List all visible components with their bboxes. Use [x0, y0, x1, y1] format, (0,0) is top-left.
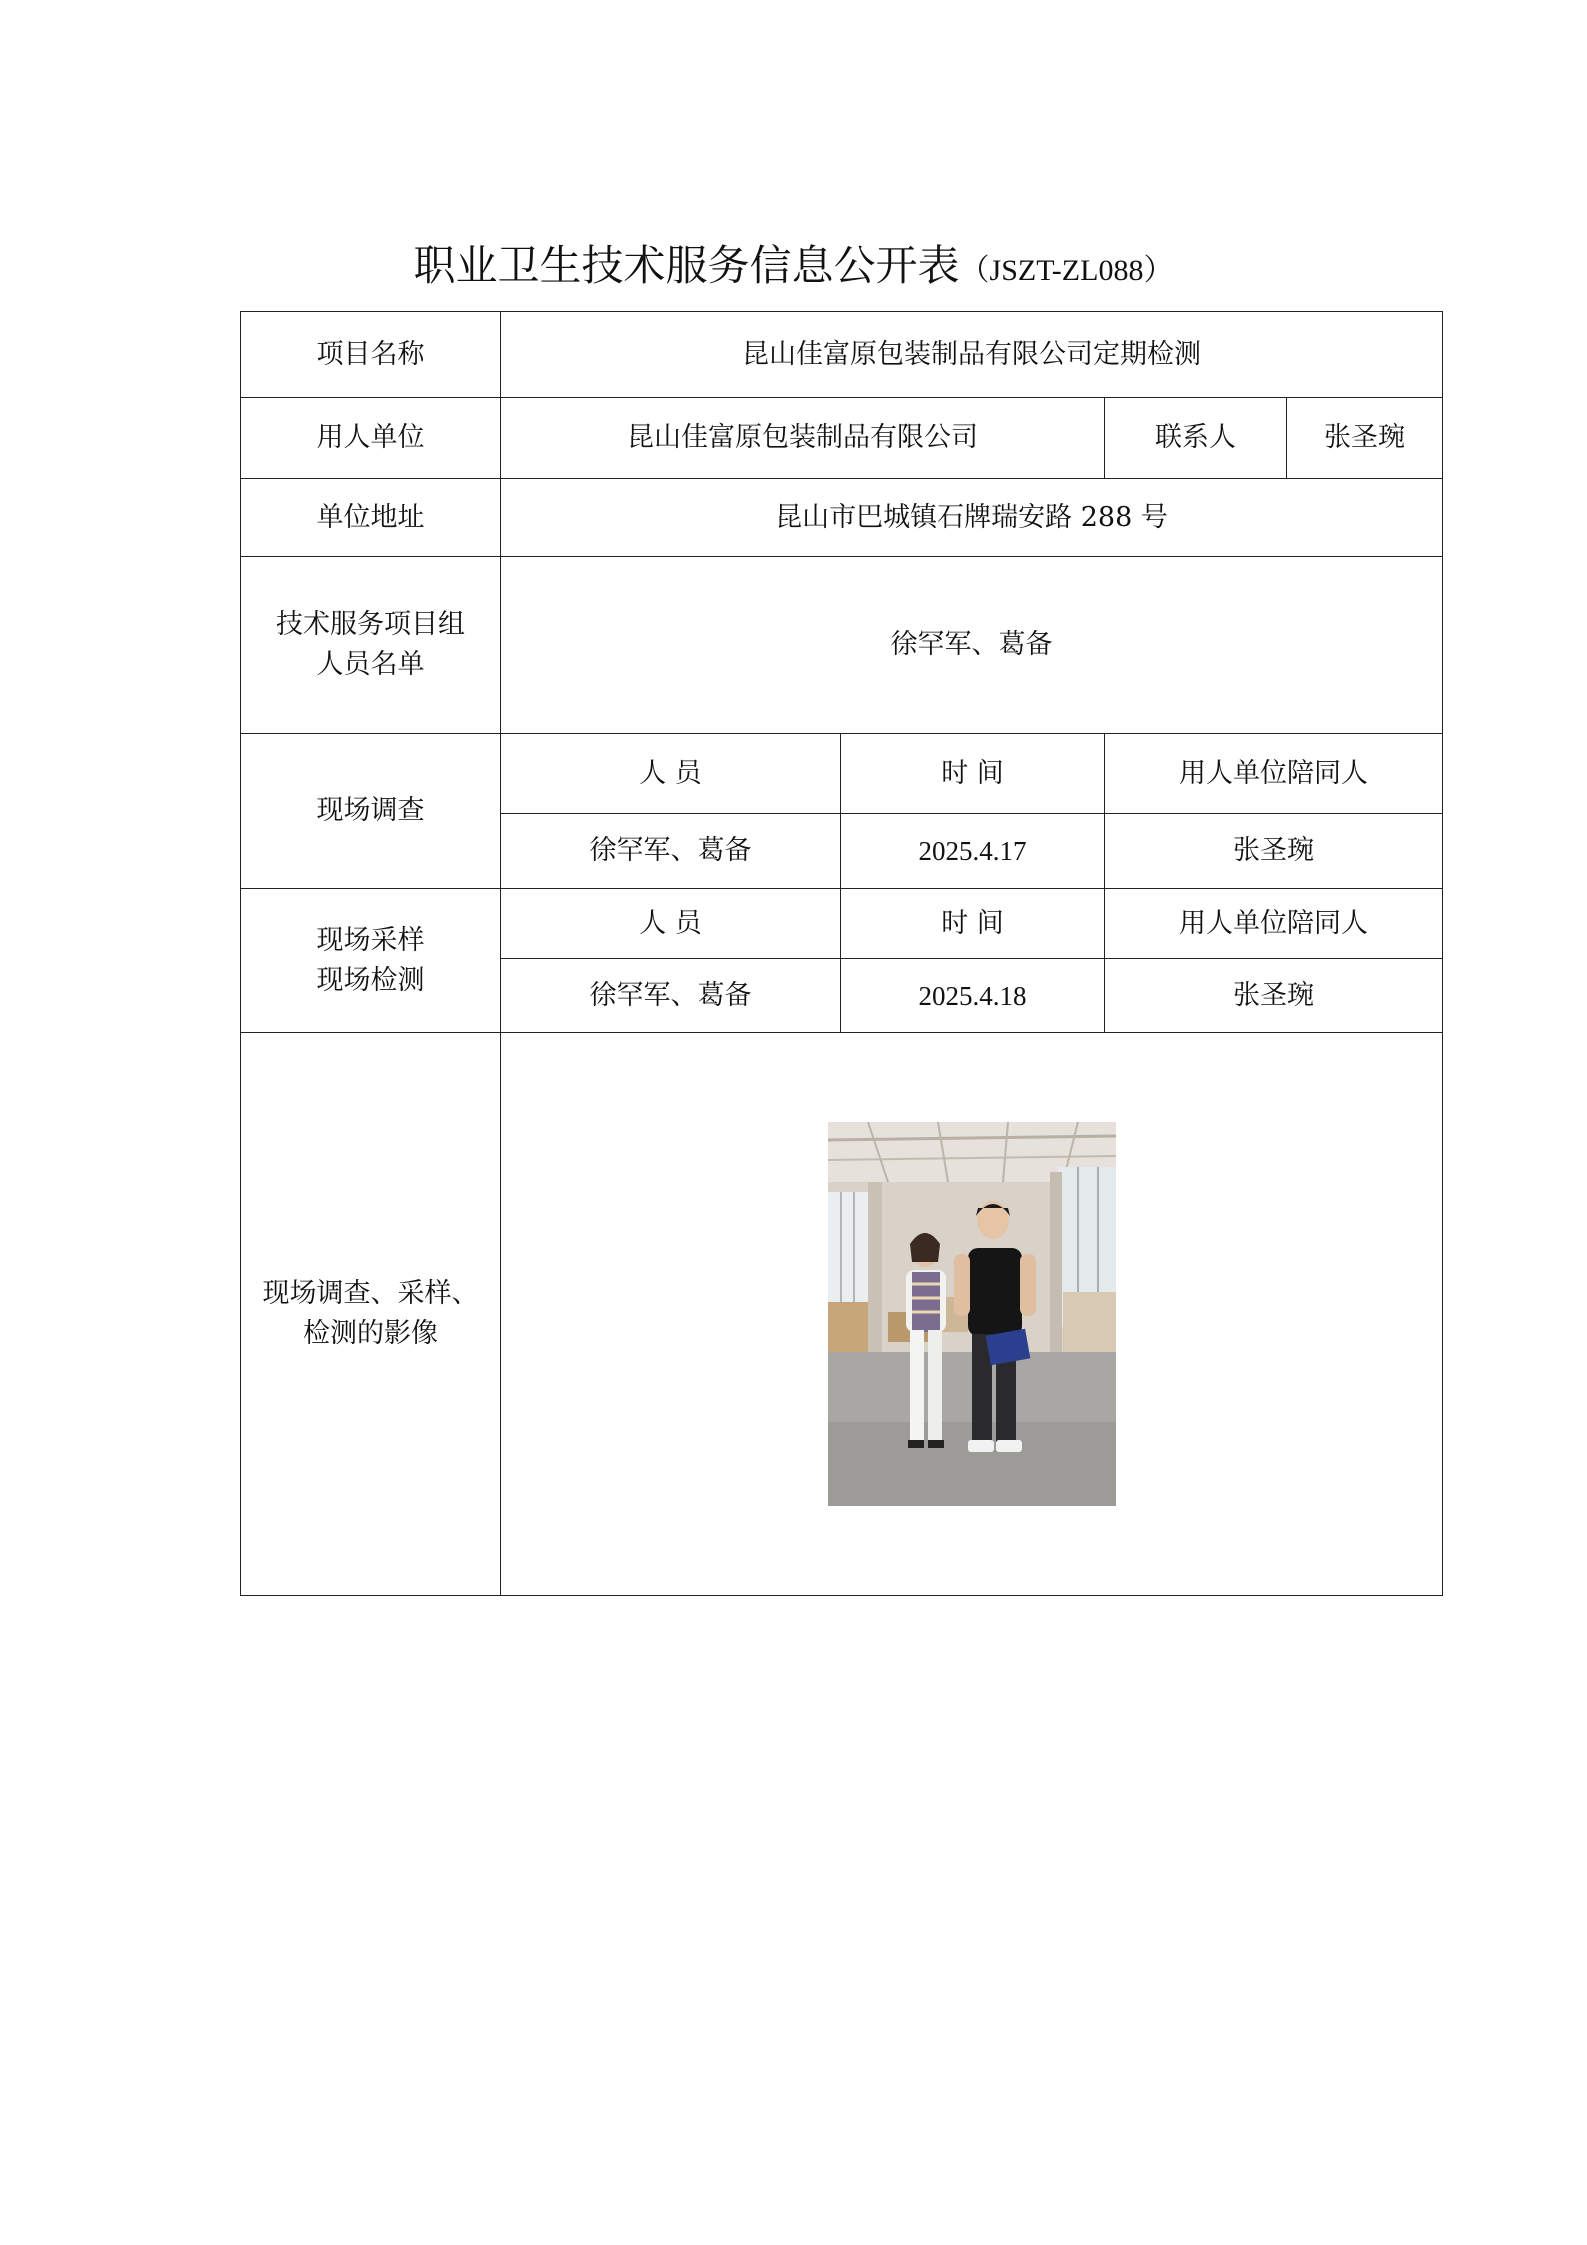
survey-time: 2025.4.17: [841, 814, 1105, 889]
survey-col-time: 时 间: [841, 734, 1105, 814]
title-text: 职业卫生技术服务信息公开表: [413, 241, 960, 290]
project-name-value: 昆山佳富原包装制品有限公司定期检测: [501, 312, 1443, 398]
sampling-col-time: 时 间: [841, 889, 1105, 959]
row-project-name: [241, 312, 1443, 398]
row-team: [241, 557, 1443, 734]
site-photo-illustration: [828, 1122, 1116, 1506]
team-label-line2: 人员名单: [316, 649, 425, 680]
images-label: [241, 1033, 501, 1596]
sampling-label-line1: 现场采样: [316, 924, 425, 956]
survey-col-escort: 用人单位陪同人: [1105, 734, 1443, 814]
employer-label: 用人单位: [241, 398, 501, 479]
team-value: 徐罕军、葛备: [501, 557, 1443, 734]
contact-value: 张圣琬: [1287, 398, 1443, 479]
sampling-escort: 张圣琬: [1105, 959, 1443, 1033]
survey-label: 现场调查: [241, 734, 501, 889]
sampling-time: 2025.4.18: [841, 959, 1105, 1033]
sampling-col-escort: 用人单位陪同人: [1105, 889, 1443, 959]
row-employer: [241, 398, 1443, 479]
sampling-label-line2: 现场检测: [316, 964, 425, 996]
address-value: 昆山市巴城镇石牌瑞安路 288 号: [501, 479, 1443, 557]
document-title: [0, 236, 1587, 301]
team-label: [241, 557, 501, 734]
survey-personnel: 徐罕军、葛备: [501, 814, 841, 889]
project-name-label: 项目名称: [241, 312, 501, 398]
address-label: 单位地址: [241, 479, 501, 557]
contact-label: 联系人: [1105, 398, 1287, 479]
survey-escort: 张圣琬: [1105, 814, 1443, 889]
info-table: [240, 311, 1443, 1596]
sampling-personnel: 徐罕军、葛备: [501, 959, 841, 1033]
row-survey-header: [241, 734, 1443, 814]
survey-col-personnel: 人 员: [501, 734, 841, 814]
sampling-col-personnel: 人 员: [501, 889, 841, 959]
team-label-line1: 技术服务项目组: [276, 609, 465, 640]
row-address: [241, 479, 1443, 557]
images-label-line1: 现场调查、采样、: [262, 1278, 479, 1309]
images-label-line2: 检测的影像: [303, 1318, 438, 1349]
employer-value: 昆山佳富原包装制品有限公司: [501, 398, 1105, 479]
document-code: （JSZT-ZL088）: [959, 254, 1174, 287]
row-sampling-header: [241, 889, 1443, 959]
sampling-label: [241, 889, 501, 1033]
row-images: [241, 1033, 1443, 1596]
site-photo: [828, 1122, 1116, 1506]
images-cell: [501, 1033, 1443, 1596]
